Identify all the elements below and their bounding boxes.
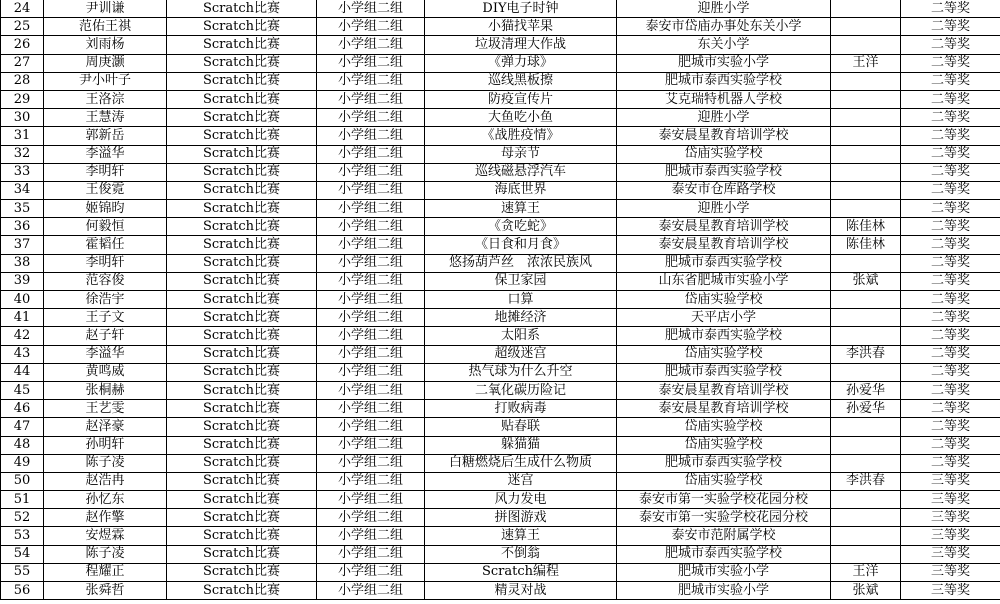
award-level-cell: 二等奖 (901, 145, 1000, 163)
work-title-cell: DIY电子时钟 (425, 0, 617, 18)
award-level-cell: 二等奖 (901, 381, 1000, 399)
award-level-cell: 二等奖 (901, 254, 1000, 272)
award-level-cell: 二等奖 (901, 400, 1000, 418)
award-level-cell: 三等奖 (901, 582, 1000, 600)
teacher-name-cell (831, 309, 901, 327)
work-title-cell: 贴春联 (425, 418, 617, 436)
contest-name-cell: Scratch比赛 (167, 418, 317, 436)
school-name-cell: 泰安市第一实验学校花园分校 (617, 509, 831, 527)
contest-name-cell: Scratch比赛 (167, 200, 317, 218)
contest-name-cell: Scratch比赛 (167, 127, 317, 145)
school-name-cell: 泰安晨星教育培训学校 (617, 218, 831, 236)
group-name-cell: 小学组二组 (317, 563, 425, 581)
row-number-cell: 34 (1, 181, 44, 199)
contest-name-cell: Scratch比赛 (167, 109, 317, 127)
contest-name-cell: Scratch比赛 (167, 345, 317, 363)
student-name-cell: 安煜霖 (44, 527, 167, 545)
student-name-cell: 范容俊 (44, 272, 167, 290)
contest-name-cell: Scratch比赛 (167, 491, 317, 509)
group-name-cell: 小学组二组 (317, 363, 425, 381)
contest-name-cell: Scratch比赛 (167, 72, 317, 90)
contest-name-cell: Scratch比赛 (167, 309, 317, 327)
work-title-cell: 垃圾清理大作战 (425, 36, 617, 54)
row-number-cell: 45 (1, 381, 44, 399)
row-number-cell: 43 (1, 345, 44, 363)
contest-name-cell: Scratch比赛 (167, 218, 317, 236)
teacher-name-cell (831, 18, 901, 36)
teacher-name-cell (831, 0, 901, 18)
table-row (1, 127, 1000, 145)
work-title-cell: 《战胜疫情》 (425, 127, 617, 145)
school-name-cell: 肥城市泰西实验学校 (617, 72, 831, 90)
row-number-cell: 25 (1, 18, 44, 36)
table-row (1, 527, 1000, 545)
award-level-cell: 二等奖 (901, 236, 1000, 254)
student-name-cell: 何毅恒 (44, 218, 167, 236)
table-row (1, 563, 1000, 581)
work-title-cell: 超级迷宫 (425, 345, 617, 363)
work-title-cell: 风力发电 (425, 491, 617, 509)
work-title-cell: 太阳系 (425, 327, 617, 345)
row-number-cell: 37 (1, 236, 44, 254)
student-name-cell: 李溢华 (44, 145, 167, 163)
group-name-cell: 小学组二组 (317, 54, 425, 72)
award-level-cell: 二等奖 (901, 181, 1000, 199)
teacher-name-cell (831, 127, 901, 145)
teacher-name-cell (831, 527, 901, 545)
table-row (1, 109, 1000, 127)
table-row (1, 363, 1000, 381)
row-number-cell: 27 (1, 54, 44, 72)
work-title-cell: 母亲节 (425, 145, 617, 163)
award-level-cell: 二等奖 (901, 36, 1000, 54)
work-title-cell: 《日食和月食》 (425, 236, 617, 254)
table-row (1, 181, 1000, 199)
student-name-cell: 赵子轩 (44, 327, 167, 345)
group-name-cell: 小学组二组 (317, 545, 425, 563)
teacher-name-cell (831, 491, 901, 509)
table-row (1, 400, 1000, 418)
student-name-cell: 张舜哲 (44, 582, 167, 600)
student-name-cell: 霍韬任 (44, 236, 167, 254)
work-title-cell: 防疫宣传片 (425, 90, 617, 108)
student-name-cell: 王洛淙 (44, 90, 167, 108)
group-name-cell: 小学组二组 (317, 491, 425, 509)
work-title-cell: 巡线磁悬浮汽车 (425, 163, 617, 181)
table-row (1, 254, 1000, 272)
teacher-name-cell (831, 291, 901, 309)
teacher-name-cell (831, 436, 901, 454)
contest-name-cell: Scratch比赛 (167, 18, 317, 36)
teacher-name-cell: 陈佳林 (831, 236, 901, 254)
award-level-cell: 三等奖 (901, 472, 1000, 490)
group-name-cell: 小学组二组 (317, 72, 425, 90)
student-name-cell: 赵浩冉 (44, 472, 167, 490)
award-level-cell: 二等奖 (901, 72, 1000, 90)
student-name-cell: 赵作擎 (44, 509, 167, 527)
contest-name-cell: Scratch比赛 (167, 454, 317, 472)
award-level-cell: 三等奖 (901, 509, 1000, 527)
award-level-cell: 二等奖 (901, 345, 1000, 363)
teacher-name-cell (831, 545, 901, 563)
contest-name-cell: Scratch比赛 (167, 236, 317, 254)
student-name-cell: 刘雨杨 (44, 36, 167, 54)
group-name-cell: 小学组二组 (317, 181, 425, 199)
award-level-cell: 二等奖 (901, 363, 1000, 381)
row-number-cell: 51 (1, 491, 44, 509)
contest-name-cell: Scratch比赛 (167, 545, 317, 563)
award-level-cell: 三等奖 (901, 491, 1000, 509)
teacher-name-cell (831, 145, 901, 163)
school-name-cell: 泰安市范附属学校 (617, 527, 831, 545)
school-name-cell: 岱庙实验学校 (617, 145, 831, 163)
teacher-name-cell (831, 327, 901, 345)
student-name-cell: 王艺雯 (44, 400, 167, 418)
table-row (1, 472, 1000, 490)
award-level-cell: 二等奖 (901, 418, 1000, 436)
student-name-cell: 李溢华 (44, 345, 167, 363)
award-level-cell: 三等奖 (901, 545, 1000, 563)
table-row (1, 36, 1000, 54)
table-row (1, 454, 1000, 472)
school-name-cell: 东关小学 (617, 36, 831, 54)
awards-table-body (1, 0, 1000, 600)
row-number-cell: 55 (1, 563, 44, 581)
student-name-cell: 郭新岳 (44, 127, 167, 145)
table-row (1, 90, 1000, 108)
teacher-name-cell (831, 418, 901, 436)
work-title-cell: 迷宫 (425, 472, 617, 490)
group-name-cell: 小学组二组 (317, 254, 425, 272)
school-name-cell: 天平店小学 (617, 309, 831, 327)
school-name-cell: 泰安市岱庙办事处东关小学 (617, 18, 831, 36)
group-name-cell: 小学组二组 (317, 509, 425, 527)
award-level-cell: 二等奖 (901, 454, 1000, 472)
student-name-cell: 王俊霓 (44, 181, 167, 199)
work-title-cell: 打败病毒 (425, 400, 617, 418)
student-name-cell: 程耀正 (44, 563, 167, 581)
award-level-cell: 二等奖 (901, 127, 1000, 145)
group-name-cell: 小学组二组 (317, 236, 425, 254)
work-title-cell: 速算王 (425, 527, 617, 545)
group-name-cell: 小学组二组 (317, 345, 425, 363)
group-name-cell: 小学组二组 (317, 18, 425, 36)
row-number-cell: 33 (1, 163, 44, 181)
school-name-cell: 岱庙实验学校 (617, 345, 831, 363)
student-name-cell: 张桐赫 (44, 381, 167, 399)
award-level-cell: 二等奖 (901, 163, 1000, 181)
work-title-cell: 热气球为什么升空 (425, 363, 617, 381)
teacher-name-cell: 张斌 (831, 272, 901, 290)
teacher-name-cell: 李洪春 (831, 345, 901, 363)
school-name-cell: 肥城市实验小学 (617, 54, 831, 72)
teacher-name-cell (831, 36, 901, 54)
group-name-cell: 小学组二组 (317, 272, 425, 290)
school-name-cell: 肥城市泰西实验学校 (617, 454, 831, 472)
student-name-cell: 尹训谦 (44, 0, 167, 18)
school-name-cell: 泰安晨星教育培训学校 (617, 236, 831, 254)
work-title-cell: 速算王 (425, 200, 617, 218)
group-name-cell: 小学组二组 (317, 327, 425, 345)
work-title-cell: 《贪吃蛇》 (425, 218, 617, 236)
row-number-cell: 40 (1, 291, 44, 309)
table-row (1, 509, 1000, 527)
contest-name-cell: Scratch比赛 (167, 254, 317, 272)
award-level-cell: 二等奖 (901, 90, 1000, 108)
group-name-cell: 小学组二组 (317, 0, 425, 18)
school-name-cell: 泰安晨星教育培训学校 (617, 381, 831, 399)
row-number-cell: 30 (1, 109, 44, 127)
row-number-cell: 48 (1, 436, 44, 454)
award-level-cell: 二等奖 (901, 272, 1000, 290)
group-name-cell: 小学组二组 (317, 582, 425, 600)
school-name-cell: 肥城市实验小学 (617, 563, 831, 581)
group-name-cell: 小学组二组 (317, 163, 425, 181)
contest-name-cell: Scratch比赛 (167, 291, 317, 309)
award-level-cell: 二等奖 (901, 200, 1000, 218)
teacher-name-cell (831, 454, 901, 472)
table-row (1, 272, 1000, 290)
teacher-name-cell: 李洪春 (831, 472, 901, 490)
contest-name-cell: Scratch比赛 (167, 327, 317, 345)
row-number-cell: 46 (1, 400, 44, 418)
group-name-cell: 小学组二组 (317, 218, 425, 236)
contest-name-cell: Scratch比赛 (167, 363, 317, 381)
work-title-cell: 不倒翁 (425, 545, 617, 563)
work-title-cell: 二氧化碳历险记 (425, 381, 617, 399)
student-name-cell: 李明轩 (44, 163, 167, 181)
teacher-name-cell (831, 200, 901, 218)
group-name-cell: 小学组二组 (317, 381, 425, 399)
teacher-name-cell (831, 163, 901, 181)
teacher-name-cell: 王洋 (831, 54, 901, 72)
contest-name-cell: Scratch比赛 (167, 145, 317, 163)
school-name-cell: 迎胜小学 (617, 109, 831, 127)
row-number-cell: 35 (1, 200, 44, 218)
row-number-cell: 47 (1, 418, 44, 436)
table-row (1, 291, 1000, 309)
teacher-name-cell: 王洋 (831, 563, 901, 581)
contest-name-cell: Scratch比赛 (167, 54, 317, 72)
award-level-cell: 二等奖 (901, 327, 1000, 345)
group-name-cell: 小学组二组 (317, 145, 425, 163)
teacher-name-cell (831, 109, 901, 127)
work-title-cell: 精灵对战 (425, 582, 617, 600)
work-title-cell: 躲猫猫 (425, 436, 617, 454)
contest-name-cell: Scratch比赛 (167, 181, 317, 199)
table-row (1, 200, 1000, 218)
school-name-cell: 泰安晨星教育培训学校 (617, 127, 831, 145)
row-number-cell: 41 (1, 309, 44, 327)
row-number-cell: 56 (1, 582, 44, 600)
student-name-cell: 周庚灏 (44, 54, 167, 72)
row-number-cell: 24 (1, 0, 44, 18)
work-title-cell: Scratch编程 (425, 563, 617, 581)
contest-name-cell: Scratch比赛 (167, 472, 317, 490)
contest-name-cell: Scratch比赛 (167, 272, 317, 290)
award-level-cell: 三等奖 (901, 527, 1000, 545)
work-title-cell: 保卫家园 (425, 272, 617, 290)
award-level-cell: 二等奖 (901, 291, 1000, 309)
row-number-cell: 29 (1, 90, 44, 108)
school-name-cell: 岱庙实验学校 (617, 291, 831, 309)
school-name-cell: 肥城市泰西实验学校 (617, 363, 831, 381)
award-level-cell: 二等奖 (901, 54, 1000, 72)
student-name-cell: 陈子凌 (44, 545, 167, 563)
contest-name-cell: Scratch比赛 (167, 36, 317, 54)
teacher-name-cell (831, 181, 901, 199)
group-name-cell: 小学组二组 (317, 291, 425, 309)
group-name-cell: 小学组二组 (317, 436, 425, 454)
teacher-name-cell (831, 363, 901, 381)
group-name-cell: 小学组二组 (317, 90, 425, 108)
work-title-cell: 小猫找苹果 (425, 18, 617, 36)
row-number-cell: 44 (1, 363, 44, 381)
work-title-cell: 地摊经济 (425, 309, 617, 327)
table-row (1, 491, 1000, 509)
school-name-cell: 肥城市泰西实验学校 (617, 254, 831, 272)
work-title-cell: 拼图游戏 (425, 509, 617, 527)
award-level-cell: 二等奖 (901, 218, 1000, 236)
contest-name-cell: Scratch比赛 (167, 582, 317, 600)
group-name-cell: 小学组二组 (317, 418, 425, 436)
row-number-cell: 53 (1, 527, 44, 545)
student-name-cell: 孙忆东 (44, 491, 167, 509)
table-row (1, 218, 1000, 236)
award-level-cell: 二等奖 (901, 309, 1000, 327)
group-name-cell: 小学组二组 (317, 109, 425, 127)
work-title-cell: 悠扬葫芦丝 浓浓民族风 (425, 254, 617, 272)
row-number-cell: 28 (1, 72, 44, 90)
school-name-cell: 迎胜小学 (617, 200, 831, 218)
school-name-cell: 艾克瑞特机器人学校 (617, 90, 831, 108)
teacher-name-cell: 张斌 (831, 582, 901, 600)
row-number-cell: 38 (1, 254, 44, 272)
school-name-cell: 泰安晨星教育培训学校 (617, 400, 831, 418)
table-row (1, 72, 1000, 90)
table-row (1, 0, 1000, 18)
row-number-cell: 49 (1, 454, 44, 472)
teacher-name-cell: 陈佳林 (831, 218, 901, 236)
group-name-cell: 小学组二组 (317, 454, 425, 472)
row-number-cell: 52 (1, 509, 44, 527)
row-number-cell: 31 (1, 127, 44, 145)
group-name-cell: 小学组二组 (317, 472, 425, 490)
teacher-name-cell (831, 254, 901, 272)
table-row (1, 163, 1000, 181)
award-level-cell: 三等奖 (901, 563, 1000, 581)
school-name-cell: 肥城市泰西实验学校 (617, 545, 831, 563)
student-name-cell: 孙明轩 (44, 436, 167, 454)
table-row (1, 309, 1000, 327)
group-name-cell: 小学组二组 (317, 200, 425, 218)
student-name-cell: 王子文 (44, 309, 167, 327)
work-title-cell: 《弹力球》 (425, 54, 617, 72)
school-name-cell: 岱庙实验学校 (617, 436, 831, 454)
work-title-cell: 口算 (425, 291, 617, 309)
teacher-name-cell: 孙爱华 (831, 381, 901, 399)
award-level-cell: 二等奖 (901, 18, 1000, 36)
work-title-cell: 巡线黑板擦 (425, 72, 617, 90)
table-row (1, 418, 1000, 436)
row-number-cell: 50 (1, 472, 44, 490)
teacher-name-cell: 孙爱华 (831, 400, 901, 418)
student-name-cell: 姬锦昀 (44, 200, 167, 218)
row-number-cell: 26 (1, 36, 44, 54)
award-level-cell: 二等奖 (901, 436, 1000, 454)
award-level-cell: 二等奖 (901, 109, 1000, 127)
award-level-cell: 二等奖 (901, 0, 1000, 18)
student-name-cell: 范佑王祺 (44, 18, 167, 36)
table-row (1, 145, 1000, 163)
school-name-cell: 肥城市泰西实验学校 (617, 327, 831, 345)
group-name-cell: 小学组二组 (317, 127, 425, 145)
school-name-cell: 岱庙实验学校 (617, 418, 831, 436)
student-name-cell: 陈子凌 (44, 454, 167, 472)
row-number-cell: 36 (1, 218, 44, 236)
school-name-cell: 岱庙实验学校 (617, 472, 831, 490)
teacher-name-cell (831, 90, 901, 108)
contest-name-cell: Scratch比赛 (167, 163, 317, 181)
school-name-cell: 山东省肥城市实验小学 (617, 272, 831, 290)
table-row (1, 54, 1000, 72)
table-row (1, 582, 1000, 600)
contest-name-cell: Scratch比赛 (167, 509, 317, 527)
work-title-cell: 海底世界 (425, 181, 617, 199)
contest-name-cell: Scratch比赛 (167, 400, 317, 418)
school-name-cell: 泰安市第一实验学校花园分校 (617, 491, 831, 509)
row-number-cell: 54 (1, 545, 44, 563)
row-number-cell: 42 (1, 327, 44, 345)
work-title-cell: 白糖燃烧后生成什么物质 (425, 454, 617, 472)
school-name-cell: 肥城市实验小学 (617, 582, 831, 600)
student-name-cell: 尹小叶子 (44, 72, 167, 90)
school-name-cell: 肥城市泰西实验学校 (617, 163, 831, 181)
table-row (1, 236, 1000, 254)
table-row (1, 327, 1000, 345)
group-name-cell: 小学组二组 (317, 527, 425, 545)
school-name-cell: 泰安市仓库路学校 (617, 181, 831, 199)
work-title-cell: 大鱼吃小鱼 (425, 109, 617, 127)
student-name-cell: 黄鸣威 (44, 363, 167, 381)
contest-name-cell: Scratch比赛 (167, 90, 317, 108)
contest-name-cell: Scratch比赛 (167, 436, 317, 454)
row-number-cell: 39 (1, 272, 44, 290)
student-name-cell: 李明轩 (44, 254, 167, 272)
student-name-cell: 赵泽豪 (44, 418, 167, 436)
group-name-cell: 小学组二组 (317, 36, 425, 54)
contest-name-cell: Scratch比赛 (167, 527, 317, 545)
table-row (1, 345, 1000, 363)
table-row (1, 545, 1000, 563)
contest-name-cell: Scratch比赛 (167, 0, 317, 18)
row-number-cell: 32 (1, 145, 44, 163)
student-name-cell: 徐浩宇 (44, 291, 167, 309)
contest-name-cell: Scratch比赛 (167, 381, 317, 399)
group-name-cell: 小学组二组 (317, 309, 425, 327)
table-row (1, 18, 1000, 36)
contest-name-cell: Scratch比赛 (167, 563, 317, 581)
student-name-cell: 王慧涛 (44, 109, 167, 127)
teacher-name-cell (831, 509, 901, 527)
table-row (1, 436, 1000, 454)
teacher-name-cell (831, 72, 901, 90)
group-name-cell: 小学组二组 (317, 400, 425, 418)
school-name-cell: 迎胜小学 (617, 0, 831, 18)
table-row (1, 381, 1000, 399)
